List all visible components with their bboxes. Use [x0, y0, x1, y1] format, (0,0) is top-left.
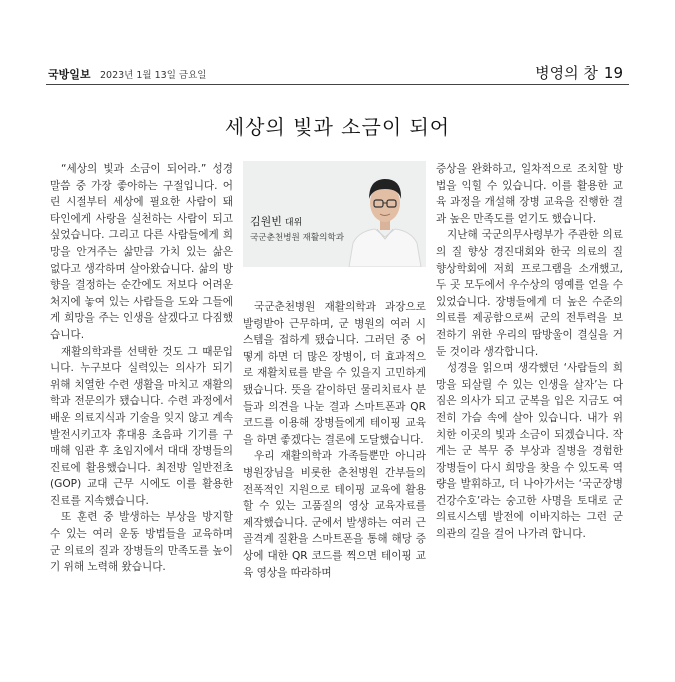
section-title — [535, 62, 623, 83]
header-divider — [46, 84, 629, 85]
paragraph: 증상을 완화하고, 일차적으로 조치할 방법을 익힐 수 있습니다. 이를 활용한 교육 과정을 개설해 장병 교육을 진행한 결과 높은 만족도를 얻기도 했습니다. — [436, 163, 623, 225]
paragraph: “세상의 빛과 소금이 되어라.” 성경 말씀 중 가장 좋아하는 구절입니다. 어린 시절부터 세상에 필요한 사람이 돼 타인에게 사랑을 실천하는 사람이 되고 싶었습니다. 그리고 다른 사람들에게 희망을 안겨주는 삶만큼 가치 있는 삶은 없다고 생각하며 살아왔습니다. 삶의 방향을 결정하는 순간에도 저보다 어려운 처지에 놓여 있는 사람들을 도와 그들에게 희망을 주는 인생을 살겠다고 다짐했습니다. — [50, 163, 233, 341]
section-name: 병영의 창 — [535, 64, 598, 82]
paragraph: 우리 재활의학과 가족들뿐만 아니라 병원장님을 비롯한 춘천병원 간부들의 전폭적인 지원으로 테이핑 교육에 활용할 수 있는 고품질의 영상 교육자료를 제작했습니다. 군에서 발생하는 여러 근골격계 질환을 스마트폰을 통해 해당 증상에 대한 QR 코드를 찍으면 테이핑 교육 영상을 따라하며 — [243, 450, 426, 579]
paragraph: 재활의학과를 선택한 것도 그 때문입니다. 누구보다 실력있는 의사가 되기 위해 치열한 수련 생활을 마치고 재활의학과 전문의가 됐습니다. 수련 과정에서 배운 의료지식과 기술을 잊지 않고 계속 발전시키고자 휴대용 초음파 기기를 구매해 임관 후 초임지에서 대대 장병들의 진료에 활용했습니다. 최전방 일반전초(GOP) 교대 근무 시에도 이를 활용한 진료를 지속했습니다. — [50, 345, 233, 507]
paragraph: 성경을 읽으며 생각했던 ‘사람들의 희망을 되살릴 수 있는 인생을 살자’는 다짐은 의사가 되고 군복을 입은 지금도 여전히 가슴 속에 살아 있습니다. 내가 위치한 이곳의 빛과 소금이 되겠습니다. 작게는 군 복무 중 부상과 질병을 경험한 장병들이 다시 희망을 찾을 수 있도록 역량을 발휘하고, 더 나아가서는 ‘국군장병 건강수호’라는 숭고한 사명을 토대로 군 의료시스템 발전에 이바지하는 그런 군의관의 길을 걸어 나가려 합니다. — [436, 362, 623, 541]
newspaper-header — [0, 0, 675, 84]
publication-date: 2023년 1월 13일 금요일 — [100, 70, 207, 81]
article-column-1 — [50, 161, 233, 576]
author-unit: 국군춘천병원 재활의학과 — [250, 233, 345, 243]
author-rank: 대위 — [284, 218, 303, 228]
author-photo — [347, 167, 423, 267]
paragraph: 국군춘천병원 재활의학과 과장으로 발령받아 근무하며, 군 병원의 여러 시스템을 접하게 됐습니다. 그러던 중 어떻게 하면 더 많은 장병이, 더 효과적으로 재활치료를 받을 수 있을지 고민하게 됐습니다. 뜻을 같이하던 물리치료사 분들과 의견을 나눈 결과 스마트폰과 QR 코드를 이용해 장병들에게 테이핑 교육을 하면 좋겠다는 결론에 도달했습니다. — [243, 301, 426, 446]
article-column-2 — [243, 299, 426, 581]
masthead: 국방일보 — [48, 68, 91, 81]
page-number: 19 — [603, 64, 623, 82]
article-column-3 — [436, 161, 623, 543]
author-name-line — [250, 213, 302, 229]
author-name: 김원빈 — [250, 215, 282, 228]
article-title: 세상의 빛과 소금이 되어 — [224, 115, 451, 139]
paragraph: 지난해 국군의무사령부가 주관한 의료의 질 향상 경진대회와 한국 의료의 질 향상학회에 저희 프로그램을 소개했고, 두 곳 모두에서 우수상의 영예를 얻을 수 있었습니다. 장병들에게 더 높은 수준의 의료를 제공함으로써 군의 전투력을 보전하기 위한 우리의 땀방울이 결실을 거둔 것이라 생각합니다. — [436, 229, 623, 358]
paragraph: 또 훈련 중 발생하는 부상을 방지할 수 있는 여러 운동 방법들을 교육하며 군 의료의 질과 장병들의 만족도를 높이기 위해 노력해 왔습니다. — [50, 511, 233, 574]
author-byline-box — [243, 161, 426, 267]
